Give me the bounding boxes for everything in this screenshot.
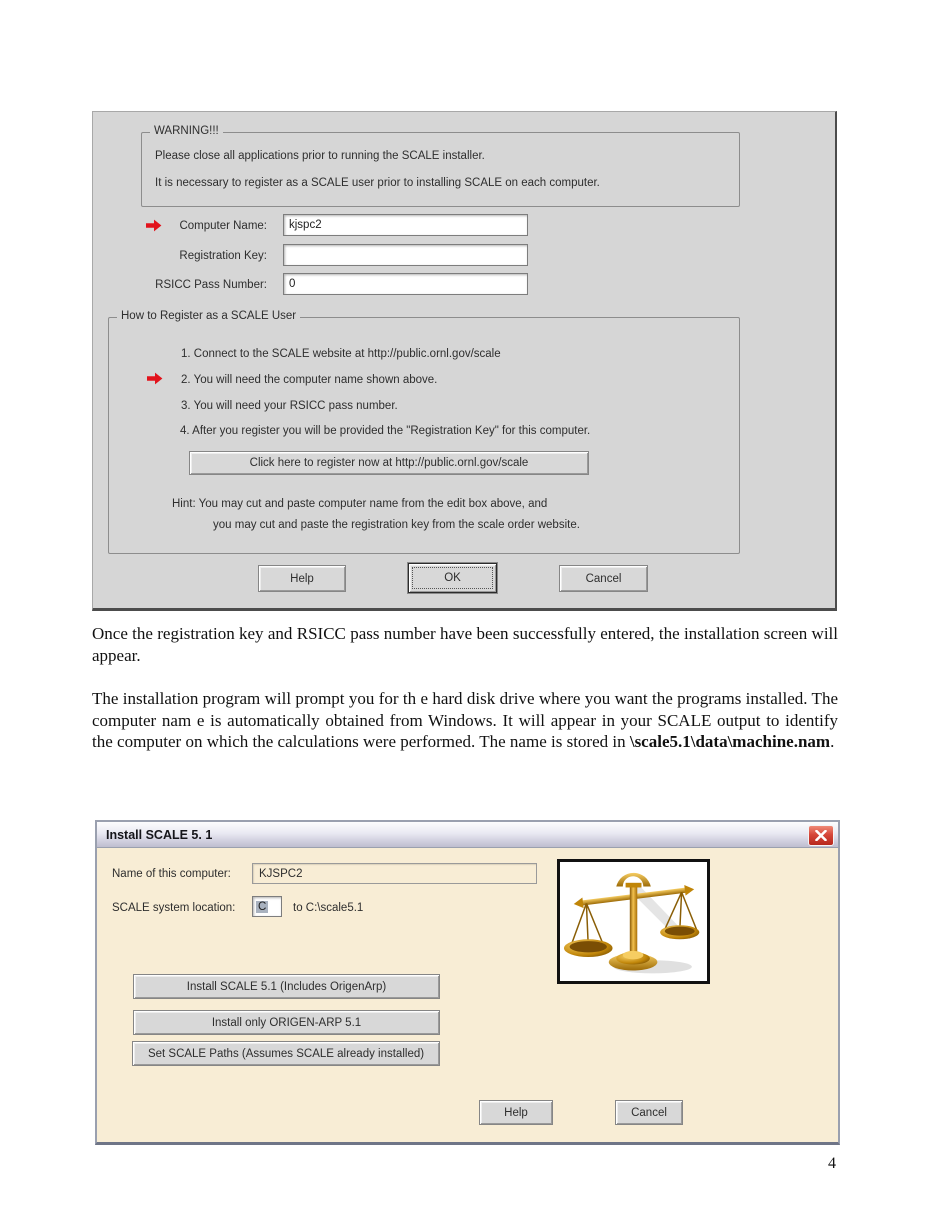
- warning-line-1: Please close all applications prior to running the SCALE installer.: [155, 150, 485, 162]
- howto-register-groupbox: [108, 310, 740, 554]
- drive-letter-value: C: [258, 900, 267, 913]
- step-4: 4. After you register you will be provided the "Registration Key" for this computer.: [180, 425, 591, 437]
- install-origen-arp-button[interactable]: Install only ORIGEN-ARP 5.1: [133, 1010, 440, 1035]
- warning-line-2: It is necessary to register as a SCALE user prior to installing SCALE on each computer.: [155, 177, 600, 189]
- rsicc-pass-number-field[interactable]: 0: [283, 273, 528, 295]
- cancel-button[interactable]: Cancel: [615, 1100, 683, 1125]
- help-button[interactable]: Help: [479, 1100, 553, 1125]
- register-now-button[interactable]: Click here to register now at http://public.ornl.gov/scale: [189, 451, 589, 475]
- page-number: 4: [828, 1155, 836, 1172]
- howto-group-title: How to Register as a SCALE User: [117, 310, 300, 322]
- paragraph-registration-note: Once the registration key and RSICC pass number have been successfully entered, the installation screen will appear.: [92, 624, 838, 665]
- close-button[interactable]: [808, 825, 834, 846]
- close-icon: [815, 830, 827, 841]
- computer-name-field[interactable]: KJSPC2: [252, 863, 537, 884]
- step-2: 2. You will need the computer name shown above.: [181, 374, 438, 386]
- file-path-bold: \scale5.1\data\machine.nam: [629, 732, 831, 751]
- paragraph-period: .: [830, 732, 835, 751]
- step-3: 3. You will need your RSICC pass number.: [181, 400, 398, 412]
- install-target-path: to C:\scale5.1: [293, 902, 364, 914]
- scale-location-label: SCALE system location:: [112, 902, 236, 914]
- install-scale-dialog: [95, 820, 840, 1145]
- warning-groupbox: [141, 125, 740, 207]
- registration-key-field[interactable]: [283, 244, 528, 266]
- balance-scale-image: [557, 859, 710, 984]
- red-arrow-icon: [147, 372, 163, 385]
- title-bar[interactable]: [97, 822, 838, 848]
- paragraph-text: The installation program will prompt you for th e hard disk drive where you want the programs installed. The computer nam e is automatically obtained from Windows. It will appear in your SCALE output to identify the computer on which the calculations were performed. The name is stored in: [92, 689, 838, 751]
- computer-name-label: Name of this computer:: [112, 868, 231, 880]
- help-button[interactable]: Help: [258, 565, 346, 592]
- hint-line-1: Hint: You may cut and paste computer name from the edit box above, and: [172, 498, 548, 510]
- hint-line-2: you may cut and paste the registration key from the scale order website.: [213, 519, 580, 531]
- window-title: Install SCALE 5. 1: [106, 827, 213, 842]
- computer-name-label: Computer Name:: [179, 220, 267, 232]
- install-scale-button[interactable]: Install SCALE 5.1 (Includes OrigenArp): [133, 974, 440, 999]
- ok-button[interactable]: OK: [408, 563, 497, 593]
- set-scale-paths-button[interactable]: Set SCALE Paths (Assumes SCALE already installed): [132, 1041, 440, 1066]
- scale-registration-dialog: [92, 111, 837, 611]
- paragraph-installation-note: [92, 688, 838, 753]
- balance-scale-icon: [564, 866, 704, 978]
- drive-letter-field[interactable]: [252, 896, 282, 917]
- warning-group-title: WARNING!!!: [150, 125, 223, 137]
- step-1: 1. Connect to the SCALE website at http://public.ornl.gov/scale: [181, 348, 501, 360]
- computer-name-field[interactable]: kjspc2: [283, 214, 528, 236]
- registration-key-label: Registration Key:: [179, 250, 267, 262]
- rsicc-pass-number-label: RSICC Pass Number:: [155, 279, 267, 291]
- cancel-button[interactable]: Cancel: [559, 565, 648, 592]
